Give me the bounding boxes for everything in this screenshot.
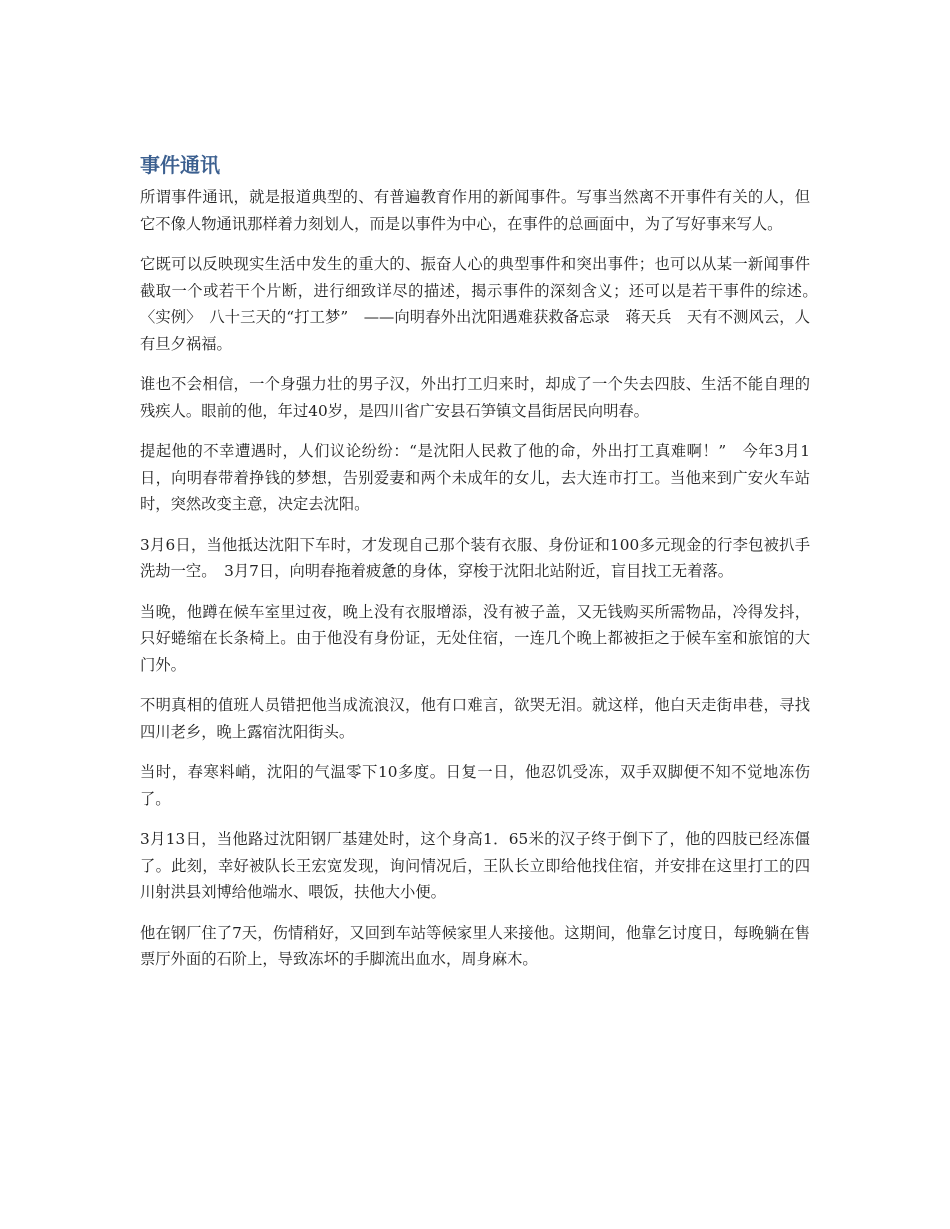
paragraph-2: 它既可以反映现实生活中发生的重大的、振奋人心的典型事件和突出事件；也可以从某一新闻事件截取一个或若干个片断，进行细致详尽的描述，揭示事件的深刻含义；还可以是若干事件的综述。 〈实例〉 八十三天的“打工梦” ——向明春外出沈阳遇难获救备忘录 蒋天兵 天有不测风云，人有旦夕祸福。 xyxy=(140,255,826,353)
paragraph-4: 提起他的不幸遭遇时，人们议论纷纷：“是沈阳人民救了他的命，外出打工真难啊！” 今年3月1日，向明春带着挣钱的梦想，告别爱妻和两个未成年的女儿，去大连市打工。当他来到广安火车站时，突然改变主意，决定去沈阳。 xyxy=(140,442,810,513)
paragraph-7: 不明真相的值班人员错把他当成流浪汉，他有口难言，欲哭无泪。就这样，他白天走街串巷，寻找四川老乡，晚上露宿沈阳街头。 xyxy=(140,696,810,741)
paragraph-9: 3月13日，当他路过沈阳钢厂基建处时，这个身高1．65米的汉子终于倒下了，他的四肢已经冻僵了。此刻，幸好被队长王宏宽发现，询问情况后，王队长立即给他找住宿，并安排在这里打工的四川射洪县刘博给他端水、喂饭，扶他大小便。 xyxy=(140,830,810,901)
document-heading: 事件通讯 xyxy=(140,153,220,177)
paragraph-6: 当晚，他蹲在候车室里过夜，晚上没有衣服增添，没有被子盖，又无钱购买所需物品，冷得发抖，只好蜷缩在长条椅上。由于他没有身份证，无处住宿，一连几个晚上都被拒之于候车室和旅馆的大门外。 xyxy=(140,602,810,674)
paragraph-5: 3月6日，当他抵达沈阳下车时，才发现自己那个装有衣服、身份证和100多元现金的行李包被扒手洗劫一空。 3月7日，向明春拖着疲惫的身体，穿梭于沈阳北站附近，盲目找工无着落。 xyxy=(140,535,810,580)
paragraph-1: 所谓事件通讯，就是报道典型的、有普遍教育作用的新闻事件。写事当然离不开事件有关的人，但它不像人物通讯那样着力刻划人，而是以事件为中心，在事件的总画面中，为了写好事来写人。 xyxy=(140,188,810,233)
paragraph-3: 谁也不会相信，一个身强力壮的男子汉，外出打工归来时，却成了一个失去四肢、生活不能自理的残疾人。眼前的他，年过40岁，是四川省广安县石笋镇文昌街居民向明春。 xyxy=(140,375,810,420)
paragraph-10: 他在钢厂住了7天，伤情稍好，又回到车站等候家里人来接他。这期间，他靠乞讨度日，每晚躺在售票厅外面的石阶上，导致冻坏的手脚流出血水，周身麻木。 xyxy=(140,923,810,968)
document-page xyxy=(140,150,826,987)
paragraph-8: 当时，春寒料峭，沈阳的气温零下10多度。日复一日，他忍饥受冻，双手双脚便不知不觉地冻伤了。 xyxy=(140,763,810,808)
